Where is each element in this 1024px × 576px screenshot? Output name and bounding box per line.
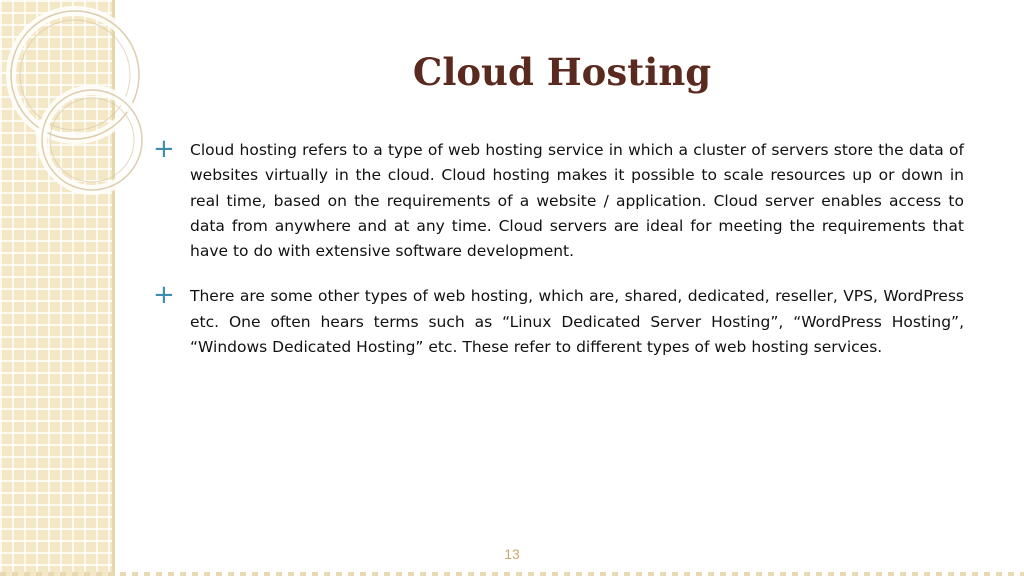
decorative-bottom-strip (0, 572, 1024, 576)
slide-title: Cloud Hosting (412, 50, 712, 94)
plus-icon: + (153, 280, 175, 311)
plus-icon: + (153, 134, 175, 164)
bullet-item (150, 280, 964, 360)
bullet-list (150, 134, 964, 380)
page-number: 13 (504, 546, 520, 562)
bullet-text: Cloud hosting refers to a type of web hosting service in which a cluster of servers store the data of websites virtually in the cloud. Cloud hosting makes it possible to scale resources up or down in real time, based on the requirements of a website / application. Cloud server enables access to data from anywhere and at any time. Cloud servers are ideal for meeting the requirements that have to do with extensive software development. (190, 141, 964, 261)
ring-large (11, 11, 139, 139)
bullet-text: There are some other types of web hosting, which are, shared, dedicated, reseller, VPS, WordPress etc. One often hears terms such as “Linux Dedicated Server Hosting”, “WordPress Hosting”, “Windows Dedicated Hosting” etc. These refer to different types of web hosting services. (190, 287, 964, 357)
bullet-item (150, 134, 964, 264)
